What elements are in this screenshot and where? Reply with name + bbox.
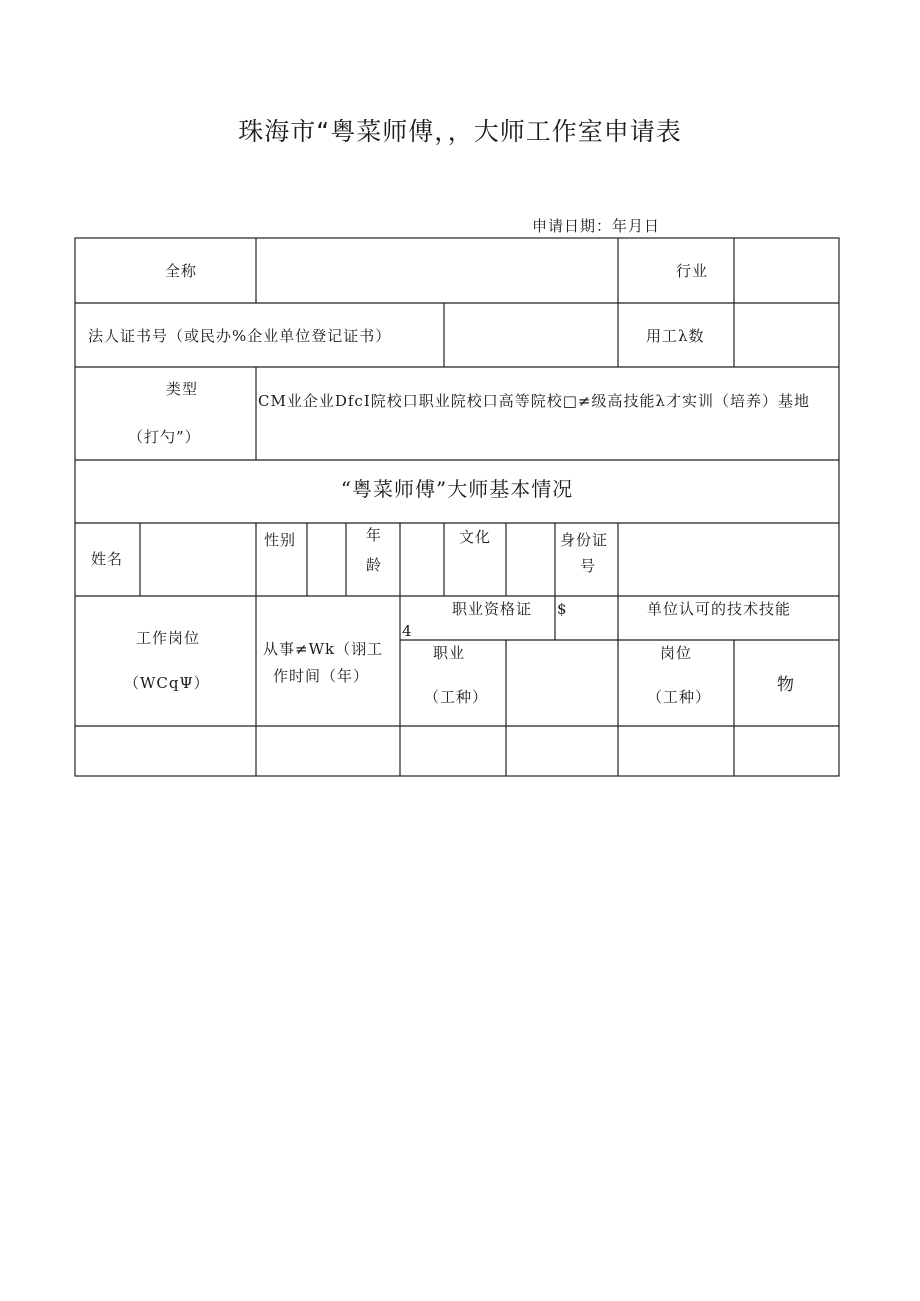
legal-cert-label: 法人证书号（或民办%企业单位登记证书） bbox=[88, 327, 392, 345]
education-field[interactable] bbox=[507, 524, 554, 595]
legal-cert-field[interactable] bbox=[445, 304, 617, 366]
industry-label: 行业 bbox=[676, 262, 709, 280]
occupation-input[interactable] bbox=[401, 727, 505, 775]
section-title: “粤菜师傅”大师基本情况 bbox=[340, 477, 574, 501]
industry-field[interactable] bbox=[735, 239, 838, 302]
job-label-line2: （WCqΨ） bbox=[124, 674, 210, 692]
qual-cert-label: 职业资格证 bbox=[452, 600, 533, 618]
occupation-field[interactable] bbox=[507, 641, 617, 725]
name-label: 姓名 bbox=[91, 550, 124, 568]
age-label-line1: 年 bbox=[366, 526, 383, 544]
years-label-line1: 从事≠Wk（诩工 bbox=[263, 640, 384, 658]
post-label-line2: （工种） bbox=[647, 688, 712, 706]
education-label: 文化 bbox=[459, 528, 492, 546]
skill-input[interactable] bbox=[735, 727, 838, 775]
dollar-mark: $ bbox=[557, 600, 568, 618]
type-label-line1: 类型 bbox=[166, 380, 199, 398]
occupation-label-line1: 职业 bbox=[433, 644, 466, 662]
type-label-line2: （打勺”） bbox=[128, 428, 201, 446]
years-label-line2: 作时间（年） bbox=[273, 667, 370, 685]
post-label-line1: 岗位 bbox=[660, 644, 693, 662]
post-input[interactable] bbox=[619, 727, 733, 775]
years-input[interactable] bbox=[257, 727, 399, 775]
id-label-line1: 身份证 bbox=[560, 531, 609, 549]
job-label-line1: 工作岗位 bbox=[136, 629, 201, 647]
employees-label: 用工λ数 bbox=[646, 327, 705, 345]
unit-skill-label: 单位认可的技术技能 bbox=[647, 600, 792, 618]
qual-cert-suffix: 4 bbox=[402, 622, 413, 640]
age-field[interactable] bbox=[401, 524, 443, 595]
job-post-input[interactable] bbox=[76, 727, 255, 775]
full-name-label: 全称 bbox=[165, 262, 198, 280]
age-label-line2: 龄 bbox=[366, 556, 383, 574]
id-label-line2: 号 bbox=[580, 557, 597, 575]
gender-label: 性别 bbox=[264, 531, 297, 549]
employees-field[interactable] bbox=[735, 304, 838, 366]
gender-field[interactable] bbox=[308, 524, 345, 595]
id-number-field[interactable] bbox=[619, 524, 838, 595]
name-field[interactable] bbox=[141, 524, 255, 595]
wu-label: 物 bbox=[777, 675, 795, 695]
occupation-label-line2: （工种） bbox=[424, 688, 489, 706]
full-name-field[interactable] bbox=[257, 239, 617, 302]
page-title: 珠海市“粤菜师傅，，大师工作室申请表 bbox=[238, 117, 682, 146]
qual-level-input[interactable] bbox=[507, 727, 617, 775]
apply-date: 申请日期：年月日 bbox=[532, 217, 661, 235]
type-options[interactable]: CM业企业DfcI院校口职业院校口高等院校□≠级高技能λ才实训（培养）基地 bbox=[258, 392, 810, 410]
